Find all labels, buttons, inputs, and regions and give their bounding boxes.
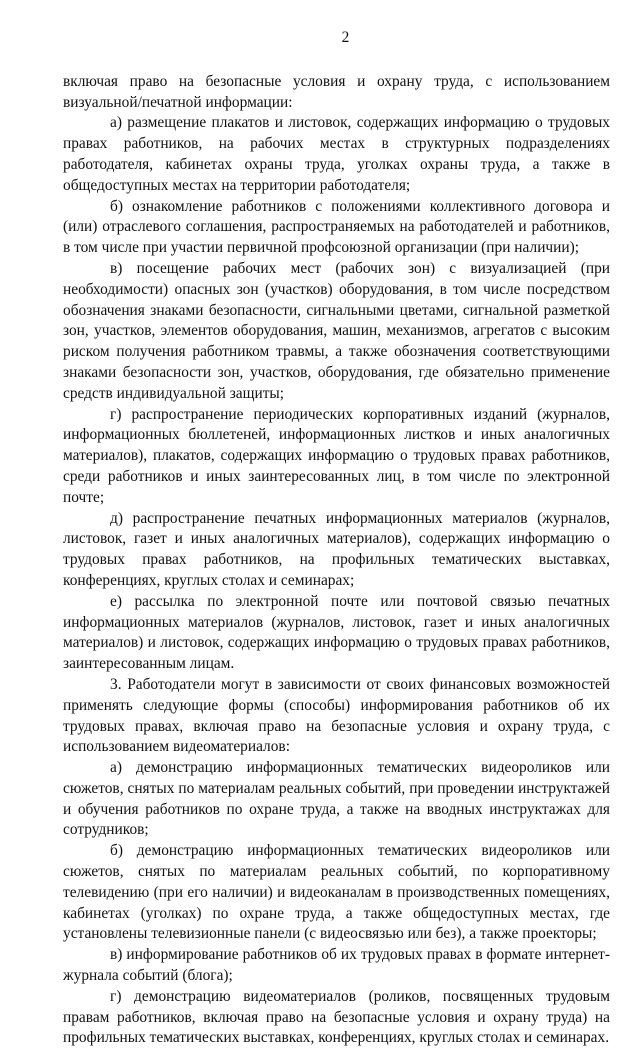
paragraph: включая право на безопасные условия и охрану труда, с использованием визуальной/печатной информации:: [63, 72, 610, 111]
paragraph: е) рассылка по электронной почте или почтовой связью печатных информационных материалов (журналов, листовок, газет и иных аналогичных материалов) и листовок, содержащих информацию о трудовых правах работников, заинтересованным лицам.: [63, 592, 610, 673]
page-number: 2: [341, 29, 350, 46]
paragraph: в) посещение рабочих мест (рабочих зон) с визуализацией (при необходимости) опасных зон (участков) оборудования, в том числе посредством обозначения знаками безопасности, сигнальными цветами, сигнальной разметкой зон, участков, элементов оборудования, машин, механизмов, агрегатов с высоким риском получения работником травмы, а также обозначения соответствующими знаками безопасности зон, участков, оборудования, где обязательно применение средств индивидуальной защиты;: [63, 259, 610, 402]
paragraph: г) демонстрацию видеоматериалов (роликов, посвященных трудовым правам работников, включая право на безопасные условия и охрану труда) на профильных тематических выставках, конференциях, круглых столах и семинарах.: [63, 987, 610, 1047]
paragraph: б) ознакомление работников с положениями коллективного договора и (или) отраслевого соглашения, распространяемых на работодателей и работников, в том числе при участии первичной профсоюзной организации (при наличии);: [63, 197, 610, 257]
paragraph: а) демонстрацию информационных тематических видеороликов или сюжетов, снятых по материалам реальных событий, при проведении инструктажей и обучения работников по охране труда, а также на вводных инструктажах для сотрудников;: [63, 759, 610, 839]
paragraph: д) распространение печатных информационных материалов (журналов, листовок, газет и иных аналогичных материалов), содержащих информацию о трудовых правах работников, на профильных тематических выставках, конференциях, круглых столах и семинарах;: [63, 509, 610, 589]
paragraph: а) размещение плакатов и листовок, содержащих информацию о трудовых правах работников, на рабочих местах в структурных подразделениях работодателя, кабинетах охраны труда, уголках охраны труда, а также в общедоступных местах на территории работодателя;: [63, 114, 610, 194]
paragraph: 3. Работодатели могут в зависимости от своих финансовых возможностей применять следующие формы (способы) информирования работников об их трудовых правах, включая право на безопасные условия и охрану труда, с использованием видеоматериалов:: [63, 675, 610, 756]
paragraph: г) распространение периодических корпоративных изданий (журналов, информационных бюллетеней, информационных листков и иных аналогичных материалов), плакатов, содержащих информацию о трудовых правах работников, среди работников и иных заинтересованных лиц, в том числе по электронной почте;: [63, 405, 610, 506]
paragraph: б) демонстрацию информационных тематических видеороликов или сюжетов, снятых по материалам реальных событий, по корпоративному телевидению (при его наличии) и видеоканалам в производственных помещениях, кабинетах (уголках) по охране труда, а также общедоступных местах, где установлены телевизионные панели (с видеосвязью или без), а также проекторы;: [63, 842, 610, 943]
paragraph: в) информирование работников об их трудовых правах в формате интернет-журнала событий (блога);: [63, 946, 610, 985]
